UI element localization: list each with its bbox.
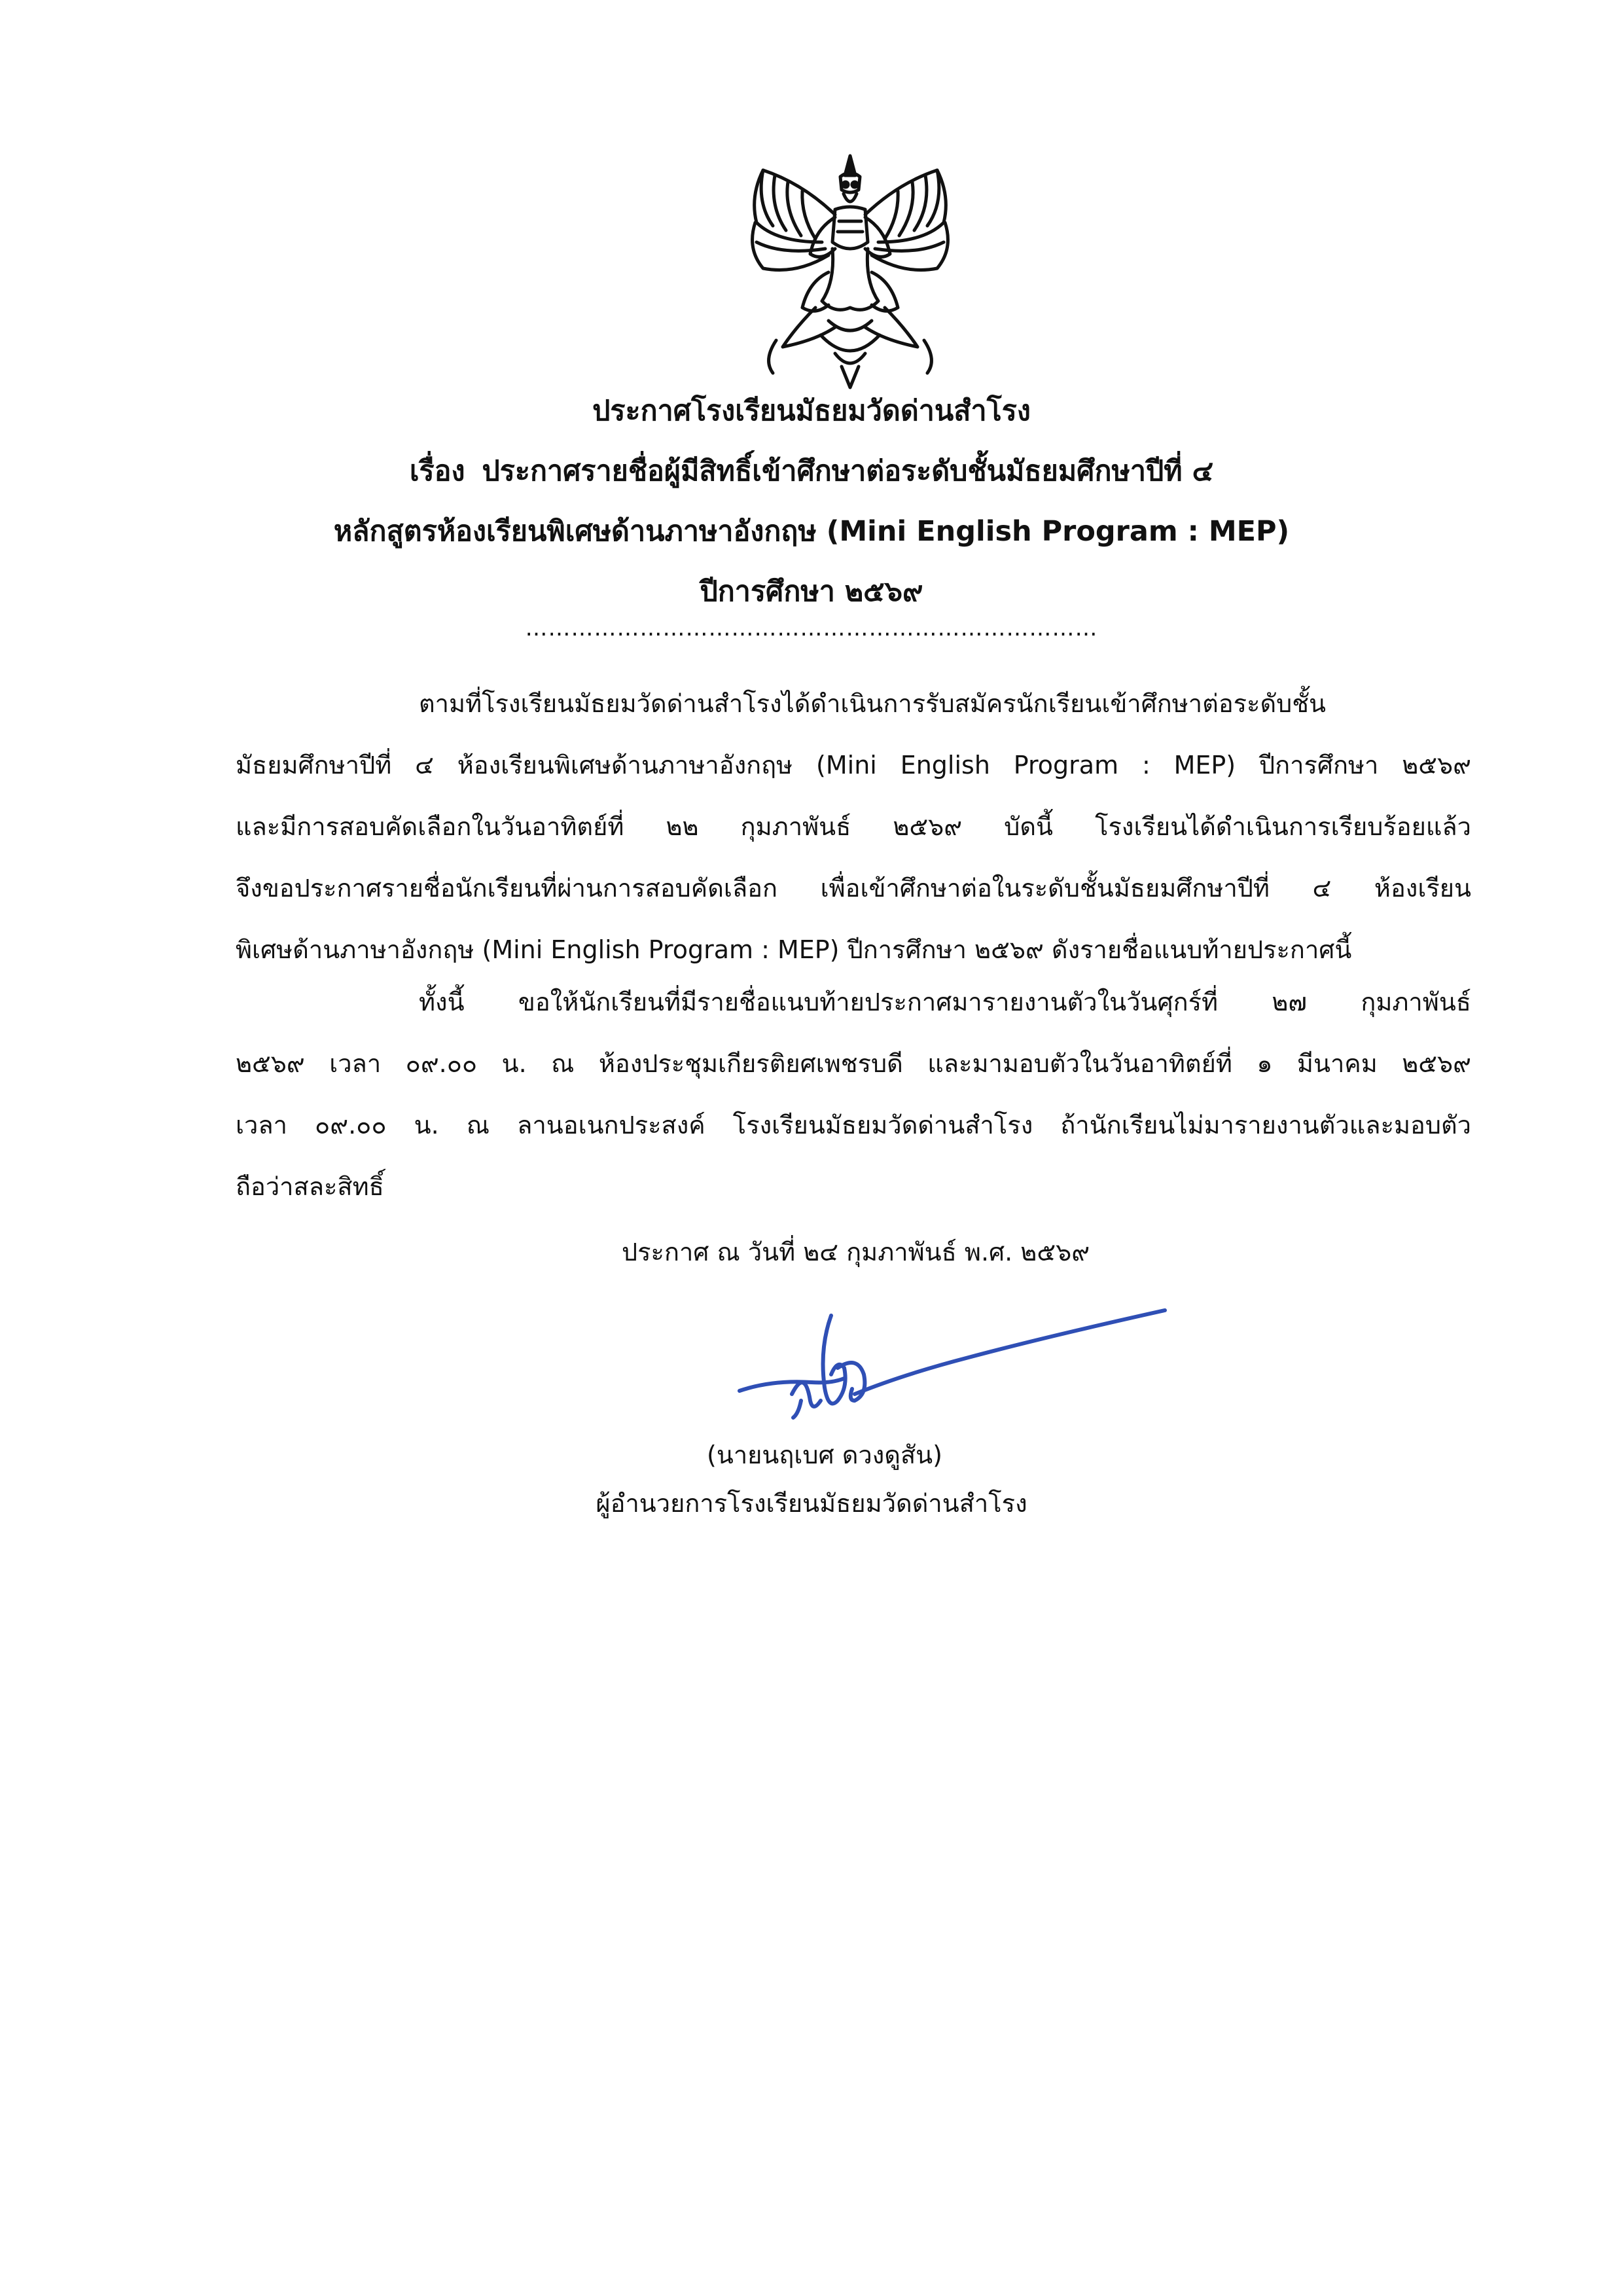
issuer-heading: ประกาศโรงเรียนมัธยมวัดด่านสำโรง bbox=[592, 395, 1031, 427]
subject-label: เรื่อง bbox=[409, 455, 465, 488]
academic-year-heading: ปีการศึกษา ๒๕๖๙ bbox=[700, 575, 923, 608]
handwritten-signature-icon bbox=[733, 1302, 1178, 1427]
paragraph-line: ทั้งนี้ ขอให้นักเรียนที่มีรายชื่อแนบท้ายประกาศมารายงานตัวในวันศุกร์ที่ ๒๗ กุมภาพันธ์ bbox=[419, 988, 1471, 1016]
signer-position: ผู้อำนวยการโรงเรียนมัธยมวัดด่านสำโรง bbox=[596, 1489, 1027, 1518]
signer-name: (นายนฤเบศ ดวงดูสัน) bbox=[707, 1441, 942, 1469]
body-paragraph-1 bbox=[236, 673, 1471, 980]
announcement-date: ประกาศ ณ วันที่ ๒๔ กุมภาพันธ์ พ.ศ. ๒๕๖๙ bbox=[622, 1238, 1090, 1266]
paragraph-line: และมีการสอบคัดเลือกในวันอาทิตย์ที่ ๒๒ กุมภาพันธ์ ๒๕๖๙ บัดนี้ โรงเรียนได้ดำเนินการเรียบร้อยแล้ว bbox=[236, 812, 1471, 841]
paragraph-line: ตามที่โรงเรียนมัธยมวัดด่านสำโรงได้ดำเนินการรับสมัครนักเรียนเข้าศึกษาต่อระดับชั้น bbox=[419, 689, 1327, 718]
subject-heading bbox=[0, 441, 1623, 501]
paragraph-line: จึงขอประกาศรายชื่อนักเรียนที่ผ่านการสอบคัดเลือก เพื่อเข้าศึกษาต่อในระดับชั้นมัธยมศึกษาปีที่ ๔ ห้องเรียน bbox=[236, 874, 1471, 903]
paragraph-line: ๒๕๖๙ เวลา ๐๙.๐๐ น. ณ ห้องประชุมเกียรติยศเพชรบดี และมามอบตัวในวันอาทิตย์ที่ ๑ มีนาคม ๒๕๖๙ bbox=[236, 1049, 1471, 1078]
garuda-emblem-icon bbox=[737, 144, 963, 393]
announcement-title bbox=[0, 381, 1623, 622]
paragraph-line: เวลา ๐๙.๐๐ น. ณ ลานอเนกประสงค์ โรงเรียนมัธยมวัดด่านสำโรง ถ้านักเรียนไม่มารายงานตัวและมอบตัว bbox=[236, 1111, 1471, 1139]
paragraph-line: พิเศษด้านภาษาอังกฤษ (Mini English Program : MEP) ปีการศึกษา ๒๕๖๙ ดังรายชื่อแนบท้ายประกาศนี้ bbox=[236, 935, 1352, 964]
body-paragraph-2 bbox=[236, 971, 1471, 1217]
subject-text: ประกาศรายชื่อผู้มีสิทธิ์เข้าศึกษาต่อระดับชั้นมัธยมศึกษาปีที่ ๔ bbox=[482, 455, 1214, 488]
paragraph-line: ถือว่าสละสิทธิ์ bbox=[236, 1172, 384, 1201]
dotted-divider: ………………………………………………………………… bbox=[525, 615, 1098, 641]
paragraph-line: มัธยมศึกษาปีที่ ๔ ห้องเรียนพิเศษด้านภาษาอังกฤษ (Mini English Program : MEP) ปีการศึกษา ๒๕๖๙ bbox=[236, 751, 1471, 780]
program-heading: หลักสูตรห้องเรียนพิเศษด้านภาษาอังกฤษ (Mini English Program : MEP) bbox=[333, 515, 1290, 548]
